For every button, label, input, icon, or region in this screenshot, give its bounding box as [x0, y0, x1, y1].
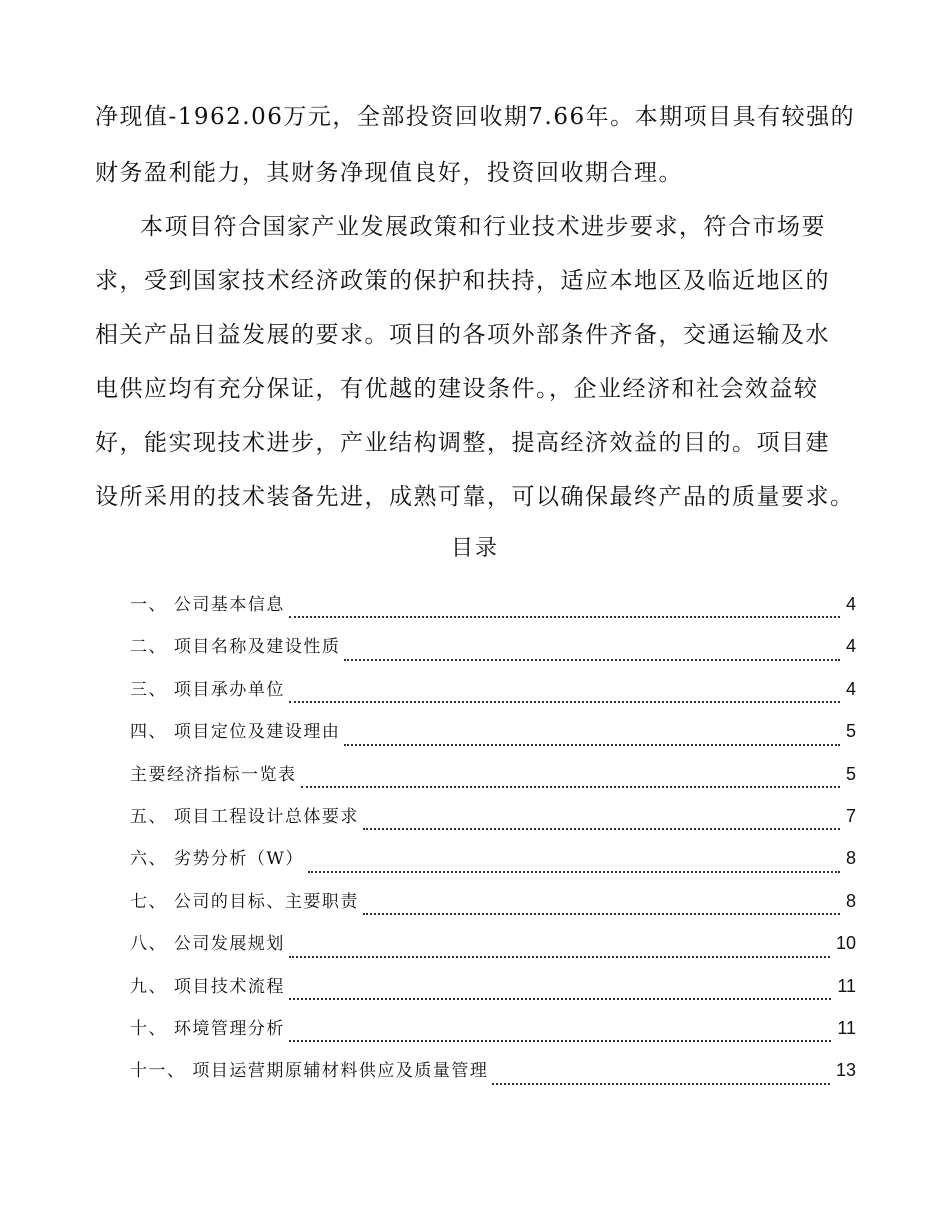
toc-entry[interactable]	[130, 1056, 856, 1098]
toc-entry-label: 二、 项目名称及建设性质	[130, 637, 341, 658]
toc-entry-page: 8	[845, 890, 856, 911]
toc-entry-page: 4	[845, 636, 856, 657]
paragraph-line: 净现值-1962.06万元，全部投资回收期7.66年。本期项目具有较强的	[95, 104, 856, 130]
toc-dot-leader	[344, 744, 840, 746]
toc-entry[interactable]	[130, 717, 856, 759]
toc-dot-leader	[289, 1040, 831, 1042]
paragraph-line: 本项目符合国家产业发展政策和行业技术进步要求，符合市场要	[140, 214, 826, 240]
toc-entry-label: 四、 项目定位及建设理由	[130, 722, 341, 743]
toc-entry-label: 六、 劣势分析（W）	[130, 849, 304, 870]
toc-dot-leader	[301, 786, 840, 788]
table-of-contents	[130, 590, 856, 1099]
toc-entry-page: 8	[845, 848, 856, 869]
toc-entry[interactable]	[130, 929, 856, 971]
toc-entry[interactable]	[130, 972, 856, 1014]
toc-entry-label: 一、 公司基本信息	[130, 595, 285, 615]
toc-dot-leader	[289, 616, 840, 618]
toc-title: 目录	[450, 536, 499, 561]
toc-entry[interactable]	[130, 632, 856, 674]
toc-dot-leader	[289, 956, 830, 958]
toc-entry-label: 八、 公司发展规划	[130, 934, 285, 955]
paragraph-line: 财务盈利能力，其财务净现值良好，投资回收期合理。	[95, 160, 683, 186]
toc-entry[interactable]	[130, 760, 856, 802]
toc-dot-leader	[492, 1083, 830, 1085]
toc-entry[interactable]	[130, 887, 856, 929]
toc-entry[interactable]	[130, 844, 856, 886]
toc-entry-label: 九、 项目技术流程	[130, 976, 285, 997]
toc-entry[interactable]	[130, 1014, 856, 1056]
toc-dot-leader	[363, 828, 840, 830]
toc-entry-label: 五、 项目工程设计总体要求	[130, 806, 359, 827]
toc-entry-label: 三、 项目承办单位	[130, 679, 285, 700]
paragraph-line: 好，能实现技术进步，产业结构调整，提高经济效益的目的。项目建	[95, 430, 830, 456]
toc-entry[interactable]	[130, 802, 856, 844]
toc-dot-leader	[308, 871, 840, 873]
toc-entry-page: 5	[845, 763, 856, 784]
toc-entry-page: 11	[837, 975, 856, 996]
toc-dot-leader	[344, 659, 840, 661]
toc-dot-leader	[289, 998, 831, 1000]
toc-entry-page: 10	[835, 933, 856, 954]
toc-entry-label: 七、 公司的目标、主要职责	[130, 891, 359, 912]
toc-dot-leader	[289, 701, 840, 703]
toc-entry[interactable]	[130, 675, 856, 717]
paragraph-line: 电供应均有充分保证，有优越的建设条件。，企业经济和社会效益较	[95, 376, 819, 402]
toc-entry-page: 5	[845, 721, 856, 742]
toc-entry-page: 4	[845, 594, 856, 614]
toc-entry-label: 主要经济指标一览表	[130, 764, 297, 785]
toc-entry[interactable]	[130, 590, 856, 632]
paragraph-line: 相关产品日益发展的要求。项目的各项外部条件齐备，交通运输及水	[95, 322, 830, 348]
toc-entry-page: 13	[835, 1060, 856, 1081]
paragraph-line: 设所采用的技术装备先进，成熟可靠，可以确保最终产品的质量要求。	[95, 484, 855, 510]
toc-dot-leader	[363, 913, 840, 915]
toc-entry-label: 十、 环境管理分析	[130, 1018, 285, 1039]
toc-entry-page: 4	[845, 678, 856, 699]
toc-entry-page: 7	[845, 805, 856, 826]
toc-entry-label: 十一、 项目运营期原辅材料供应及质量管理	[130, 1061, 489, 1082]
toc-entry-page: 11	[837, 1017, 856, 1038]
paragraph-line: 求，受到国家技术经济政策的保护和扶持，适应本地区及临近地区的	[95, 268, 830, 294]
